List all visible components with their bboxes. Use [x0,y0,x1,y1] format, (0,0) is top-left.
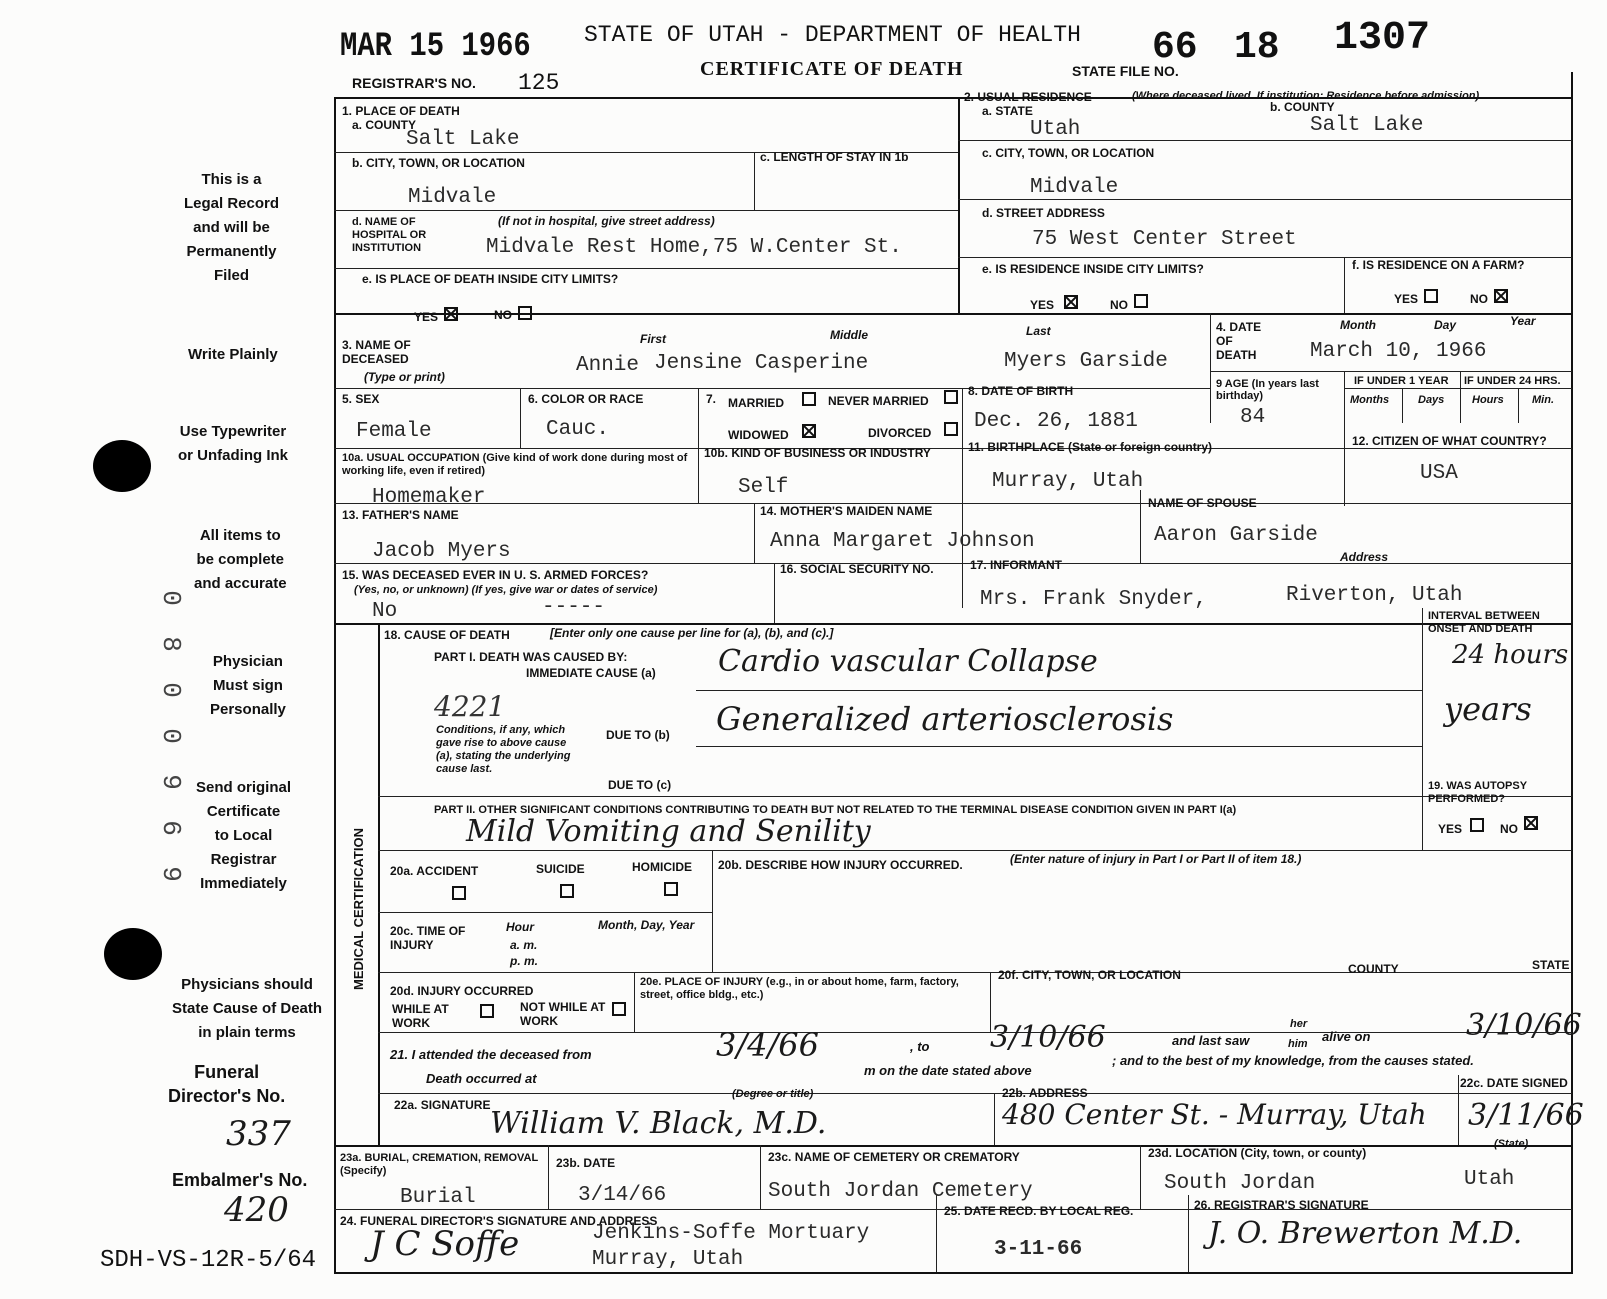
label-degree: (Degree or title) [732,1088,814,1100]
value-occupation: Homemaker [372,486,486,509]
line-7-8 [962,388,963,608]
registrar-signature: J. O. Brewerton M.D. [1208,1216,1523,1251]
line-row13 [334,503,1572,504]
sidebar-legal-record: This is a Legal Record and will be Permanently Filed [184,171,280,284]
line-under-hdr [1344,388,1572,389]
line-1b [334,210,958,211]
value-location: South Jordan [1164,1172,1316,1195]
label-death-month: Month [1340,318,1376,332]
label-signature: 22a. SIGNATURE [394,1098,491,1112]
label-last: Last [1026,324,1051,338]
value-spouse: Aaron Garside [1154,524,1318,547]
value-last-saw: 3/10/66 [1466,1008,1582,1043]
checkbox-homicide[interactable] [664,882,678,896]
checkbox-never-married[interactable] [944,390,958,404]
label-autopsy-yes: YES [1438,822,1463,836]
label-injury-state: STATE [1532,958,1570,972]
line-23c-23d [1140,1145,1141,1209]
line-part2-bottom [378,850,1572,851]
margin-digits: 0 8 0 0 9 6 9 [155,590,186,882]
stamp-date: MAR 15 1966 [340,28,531,66]
label-address: Address [1340,550,1389,564]
checkbox-widowed[interactable] [802,424,816,438]
label-citizen: 12. CITIZEN OF WHAT COUNTRY? [1352,434,1547,448]
label-no-1e: NO [494,308,512,322]
label-place-of-death: 1. PLACE OF DEATH [342,104,460,118]
label-ssn: 16. SOCIAL SECURITY NO. [780,562,934,576]
line-part1-bottom [378,796,1572,797]
checkbox-res-in-city-no[interactable] [1134,294,1148,308]
value-res-street: 75 West Center Street [1032,228,1297,251]
label-him: him [1288,1038,1308,1050]
label-injury-county: COUNTY [1348,962,1399,976]
label-usual-residence: 2. USUAL RESIDENCE [964,90,1092,104]
line-2c [958,199,1572,200]
label-never-married: NEVER MARRIED [828,394,929,408]
line-22b-22c [1458,1075,1459,1145]
checkbox-while-at-work[interactable] [480,1004,494,1018]
checkbox-farm-yes[interactable] [1424,289,1438,303]
funeral-director-signature: J C Soffe [370,1224,520,1264]
label-time-of-injury: 20c. TIME OF INJURY [390,924,466,952]
label-first: First [640,332,667,346]
checkbox-res-in-city-yes[interactable] [1064,295,1078,309]
label-no-2e: NO [1110,298,1128,312]
label-suicide: SUICIDE [536,862,585,876]
punch-hole-bottom [104,928,162,980]
checkbox-married[interactable] [802,392,816,406]
checkbox-death-in-city-no[interactable] [518,306,532,320]
line-13-14 [754,503,755,563]
label-am: a. m. [510,938,538,952]
label-days: Days [1418,394,1445,406]
label-funeral-director: 24. FUNERAL DIRECTOR'S SIGNATURE AND ADDRESS [340,1214,658,1228]
line-20d-bottom [378,1032,1572,1033]
label-date-signed: 22c. DATE SIGNED [1460,1076,1568,1090]
value-dob: Dec. 26, 1881 [974,410,1138,433]
label-alive-on: alive on [1322,1029,1371,1044]
label-due-to-b: DUE TO (b) [606,728,670,742]
label-under-24-hrs: IF UNDER 24 HRS. [1464,375,1561,387]
label-accident: 20a. ACCIDENT [390,864,479,878]
line-20a-20b [712,850,713,972]
label-to: , to [910,1039,930,1054]
label-her: her [1290,1018,1308,1030]
line-20a-bottom [378,912,712,913]
label-institution: d. NAME OF HOSPITAL OR INSTITUTION [352,216,427,254]
label-medical-certification: MEDICAL CERTIFICATION [351,827,366,990]
value-armed-dates: ----- [542,596,606,619]
embalmer-label: Embalmer's No. [172,1170,308,1190]
label-knowledge: ; and to the best of my knowledge, from the causes stated. [1112,1053,1474,1068]
label-res-state: a. STATE [982,104,1033,118]
line-hours-min [1518,388,1519,423]
label-middle: Middle [830,328,868,342]
sidebar-ink: Use Typewriter or Unfading Ink [178,423,288,464]
physician-signature: William V. Black, M.D. [490,1106,827,1141]
embalmer-number: 420 [224,1190,289,1230]
value-informant-address: Riverton, Utah [1286,584,1463,607]
label-age: 9 AGE (In years last birthday) [1216,378,1319,402]
value-name-last: Myers Garside [1004,350,1168,373]
value-interval-b: years [1444,690,1532,728]
line-6-7 [698,388,699,503]
frame-left [334,97,336,1272]
label-how-injury: 20b. DESCRIBE HOW INJURY OCCURRED. [718,858,963,872]
value-attended-from: 3/4/66 [716,1026,819,1064]
label-due-to-c: DUE TO (c) [608,778,672,792]
label-last-saw: and last saw [1172,1033,1250,1048]
label-informant: 17. INFORMANT [970,558,1063,572]
value-death-date: March 10, 1966 [1310,340,1487,363]
label-cause-of-death: 18. CAUSE OF DEATH [384,628,510,642]
checkbox-suicide[interactable] [560,884,574,898]
value-cause-b: Generalized arteriosclerosis [716,700,1174,738]
label-mother: 14. MOTHER'S MAIDEN NAME [760,504,933,518]
label-min: Min. [1532,394,1554,406]
label-on-date: m on the date stated above [864,1063,1032,1078]
label-date-of-death: 4. DATE OF DEATH [1216,320,1262,362]
label-race: 6. COLOR OR RACE [528,392,644,406]
value-interval-a: 24 hours [1452,640,1569,670]
checkbox-autopsy-yes[interactable] [1470,818,1484,832]
label-part1: PART I. DEATH WAS CAUSED BY: [434,650,628,664]
label-death-day: Day [1434,318,1457,332]
label-immediate-cause: IMMEDIATE CAUSE (a) [526,666,656,680]
label-res-city: c. CITY, TOWN, OR LOCATION [982,146,1155,160]
label-attended: 21. I attended the deceased from [390,1047,592,1062]
label-under-1-year: IF UNDER 1 YEAR [1354,375,1449,387]
label-place-of-injury: 20e. PLACE OF INJURY (e.g., in or about home, farm, factory, street, office bldg., etc.) [640,976,959,1001]
label-death-year: Year [1510,314,1536,328]
value-age: 84 [1240,406,1266,429]
sidebar-physician: Physician Must sign Personally [210,653,286,718]
value-date-signed: 3/11/66 [1468,1098,1584,1133]
label-disposition: 23a. BURIAL, CREMATION, REMOVAL (Specify) [340,1152,539,1177]
label-phys-address: 22b. ADDRESS [1002,1086,1088,1100]
value-funeral-home: Jenkins-Soffe Mortuary [592,1222,870,1245]
value-name-middle: Jensine Casperine [654,352,869,375]
label-farm: f. IS RESIDENCE ON A FARM? [1352,258,1525,272]
label-deceased-name: 3. NAME OF DECEASED [342,338,411,366]
label-months: Months [1350,394,1390,406]
label-dob: 8. DATE OF BIRTH [968,384,1074,398]
value-date-recd: 3-11-66 [994,1238,1083,1261]
value-cause-a: Cardio vascular Collapse [718,644,1098,679]
label-length-of-stay: c. LENGTH OF STAY IN 1b [760,150,909,164]
line-23b-23c [760,1145,761,1209]
label-res-county: b. COUNTY [1270,100,1335,114]
line-1d [334,268,958,269]
form-number: SDH-VS-12R-5/64 [100,1247,317,1274]
divider-1-2 [958,97,960,313]
checkbox-accident[interactable] [452,886,466,900]
registrar-number: 125 [518,70,560,96]
label-death-occurred: Death occurred at [426,1071,537,1086]
label-location: 23d. LOCATION (City, town, or county) [1148,1146,1367,1160]
agency-name: STATE OF UTAH - DEPARTMENT OF HEALTH [584,22,1081,48]
label-seven: 7. [706,392,717,406]
value-funeral-city: Murray, Utah [592,1248,744,1268]
label-married: MARRIED [728,396,784,410]
label-birthplace: 11. BIRTHPLACE (State or foreign country) [968,440,1213,454]
checkbox-autopsy-no[interactable] [1524,816,1538,830]
value-informant: Mrs. Frank Snyder, [980,588,1207,611]
sidebar-send-original: Send original Certificate to Local Registrar Immediately [196,779,292,892]
checkbox-farm-no[interactable] [1494,289,1508,303]
label-yes-2f: YES [1394,292,1419,306]
value-res-state: Utah [1030,118,1081,141]
label-armed-forces: 15. WAS DECEASED EVER IN U. S. ARMED FORCES? [342,568,649,582]
label-not-while-at-work: NOT WHILE AT WORK [520,1000,606,1028]
label-injury-occurred: 20d. INJURY OCCURRED [390,984,534,998]
value-father: Jacob Myers [372,540,511,563]
label-homicide: HOMICIDE [632,860,692,874]
label-while-at-work: WHILE AT WORK [392,1002,449,1030]
line-3-4 [1210,313,1211,423]
label-autopsy: 19. WAS AUTOPSY PERFORMED? [1428,780,1527,805]
line-9-under1 [1344,371,1345,506]
state-file-label: STATE FILE NO. [1072,63,1179,79]
label-registrar-signature: 26. REGISTRAR'S SIGNATURE [1194,1198,1369,1212]
line-interval [1422,608,1423,850]
line-cause-a [696,690,1422,691]
label-hours: Hours [1472,394,1504,406]
label-cemetery: 23c. NAME OF CEMETERY OR CREMATORY [768,1150,1020,1164]
frame-right [1571,72,1573,1272]
punch-hole-top [93,440,151,492]
medcert-divider [378,623,380,1145]
label-inside-city: e. IS PLACE OF DEATH INSIDE CITY LIMITS? [362,272,619,286]
label-pm: p. m. [510,954,539,968]
line-22a-22b [994,1093,995,1145]
line-23a-23b [548,1145,549,1209]
value-attended-to: 3/10/66 [990,1020,1106,1055]
checkbox-divorced[interactable] [944,422,958,436]
label-month-day-year: Month, Day, Year [598,918,695,932]
line-15-16 [774,563,775,623]
line-14-spouse [1140,490,1141,563]
file-number-b: 18 [1234,26,1280,69]
value-city: Midvale [408,186,497,209]
label-city: b. CITY, TOWN, OR LOCATION [352,156,525,170]
registrar-label: REGISTRAR'S NO. [352,75,476,91]
label-state-paren: (State) [1494,1138,1529,1150]
value-name-first: Annie [576,354,640,377]
line-24-25 [936,1195,937,1272]
label-armed-note: (Yes, no, or unknown) (If yes, give war or dates of service) [354,584,658,596]
value-birthplace: Murray, Utah [992,470,1144,493]
label-cause-note: [Enter only one cause per line for (a), (b), and (c).] [550,626,834,640]
label-part2: PART II. OTHER SIGNIFICANT CONDITIONS CONTRIBUTING TO DEATH BUT NOT RELATED TO THE TERMINAL DISEASE CONDITION GIVEN IN PART I(a) [434,804,1237,816]
line-5-6 [520,388,521,448]
label-res-street: d. STREET ADDRESS [982,206,1105,220]
label-autopsy-no: NO [1500,822,1518,836]
label-institution-note: (If not in hospital, give street address) [498,214,715,228]
value-mother: Anna Margaret Johnson [770,530,1035,553]
funeral-director-label: Funeral Director's No. [168,1062,286,1106]
label-spouse: NAME OF SPOUSE [1148,496,1257,510]
label-widowed: WIDOWED [728,428,789,442]
value-cemetery: South Jordan Cemetery [768,1180,1033,1203]
value-location-state: Utah [1464,1168,1515,1191]
sidebar-write-plainly: Write Plainly [188,346,278,363]
sidebar-complete: All items to be complete and accurate [194,527,287,592]
label-how-injury-note: (Enter nature of injury in Part I or Part II of item 18.) [1010,852,1302,866]
value-armed: No [372,600,398,623]
line-4-9 [1210,371,1572,372]
certificate-title: CERTIFICATE OF DEATH [700,58,964,80]
label-injury-city: 20f. CITY, TOWN, OR LOCATION [998,968,1181,982]
label-sex: 5. SEX [342,392,380,406]
label-interval: INTERVAL BETWEEN ONSET AND DEATH [1428,610,1540,635]
value-county: Salt Lake [406,128,520,151]
label-yes-1e: YES [414,310,439,324]
label-business: 10b. KIND OF BUSINESS OR INDUSTRY [704,446,931,460]
line-25-26 [1188,1195,1189,1272]
sidebar-cause-plain-terms: Physicians should State Cause of Death in plain terms [172,976,323,1041]
line-cause-b [696,746,1422,747]
line-1bc [754,152,755,210]
value-burial-date: 3/14/66 [578,1184,667,1207]
label-type-or-print: (Type or print) [364,370,445,384]
label-yes-2e: YES [1030,298,1055,312]
value-business: Self [738,476,789,499]
label-burial-date: 23b. DATE [556,1156,616,1170]
line-21-bottom [378,1093,1572,1094]
checkbox-death-in-city-yes[interactable] [444,307,458,321]
value-institution: Midvale Rest Home,75 W.Center St. [486,236,902,259]
label-county: a. COUNTY [352,118,417,132]
line-row18 [334,623,1572,625]
checkbox-not-while-at-work[interactable] [612,1002,626,1016]
value-race: Cauc. [546,418,610,441]
line-row10 [334,448,1572,449]
line-20d-20e [634,972,635,1032]
label-father: 13. FATHER'S NAME [342,508,459,522]
line-under1-24 [1460,371,1461,423]
label-no-2f: NO [1470,292,1488,306]
file-number-c: 1307 [1334,16,1431,61]
file-number-a: 66 [1152,26,1198,69]
value-other-conditions: Mild Vomiting and Senility [466,814,871,849]
line-2ef [1344,257,1345,313]
value-citizen: USA [1420,462,1458,485]
line-row23 [334,1145,1572,1147]
value-phys-address: 480 Center St. - Murray, Utah [1002,1098,1427,1131]
label-res-inside-city: e. IS RESIDENCE INSIDE CITY LIMITS? [982,262,1204,276]
value-code: 4221 [434,690,506,723]
frame-bottom [334,1272,1573,1274]
funeral-director-number: 337 [226,1114,291,1154]
label-hour: Hour [506,920,534,934]
value-res-city: Midvale [1030,176,1119,199]
line-months-days [1402,388,1403,423]
value-sex: Female [356,420,432,443]
line-row5 [334,388,1210,389]
label-occupation: 10a. USUAL OCCUPATION (Give kind of work done during most of working life, even if retired) [342,452,688,477]
value-disposition: Burial [400,1186,476,1209]
label-divorced: DIVORCED [868,426,932,440]
label-conditions: Conditions, if any, which gave rise to above cause (a), stating the underlying cause last. [436,724,571,775]
label-date-recd: 25. DATE RECD. BY LOCAL REG. [944,1204,1134,1218]
label-residence-note: (Where deceased lived. If institution: Residence before admission) [1132,90,1480,102]
value-res-county: Salt Lake [1310,114,1424,137]
